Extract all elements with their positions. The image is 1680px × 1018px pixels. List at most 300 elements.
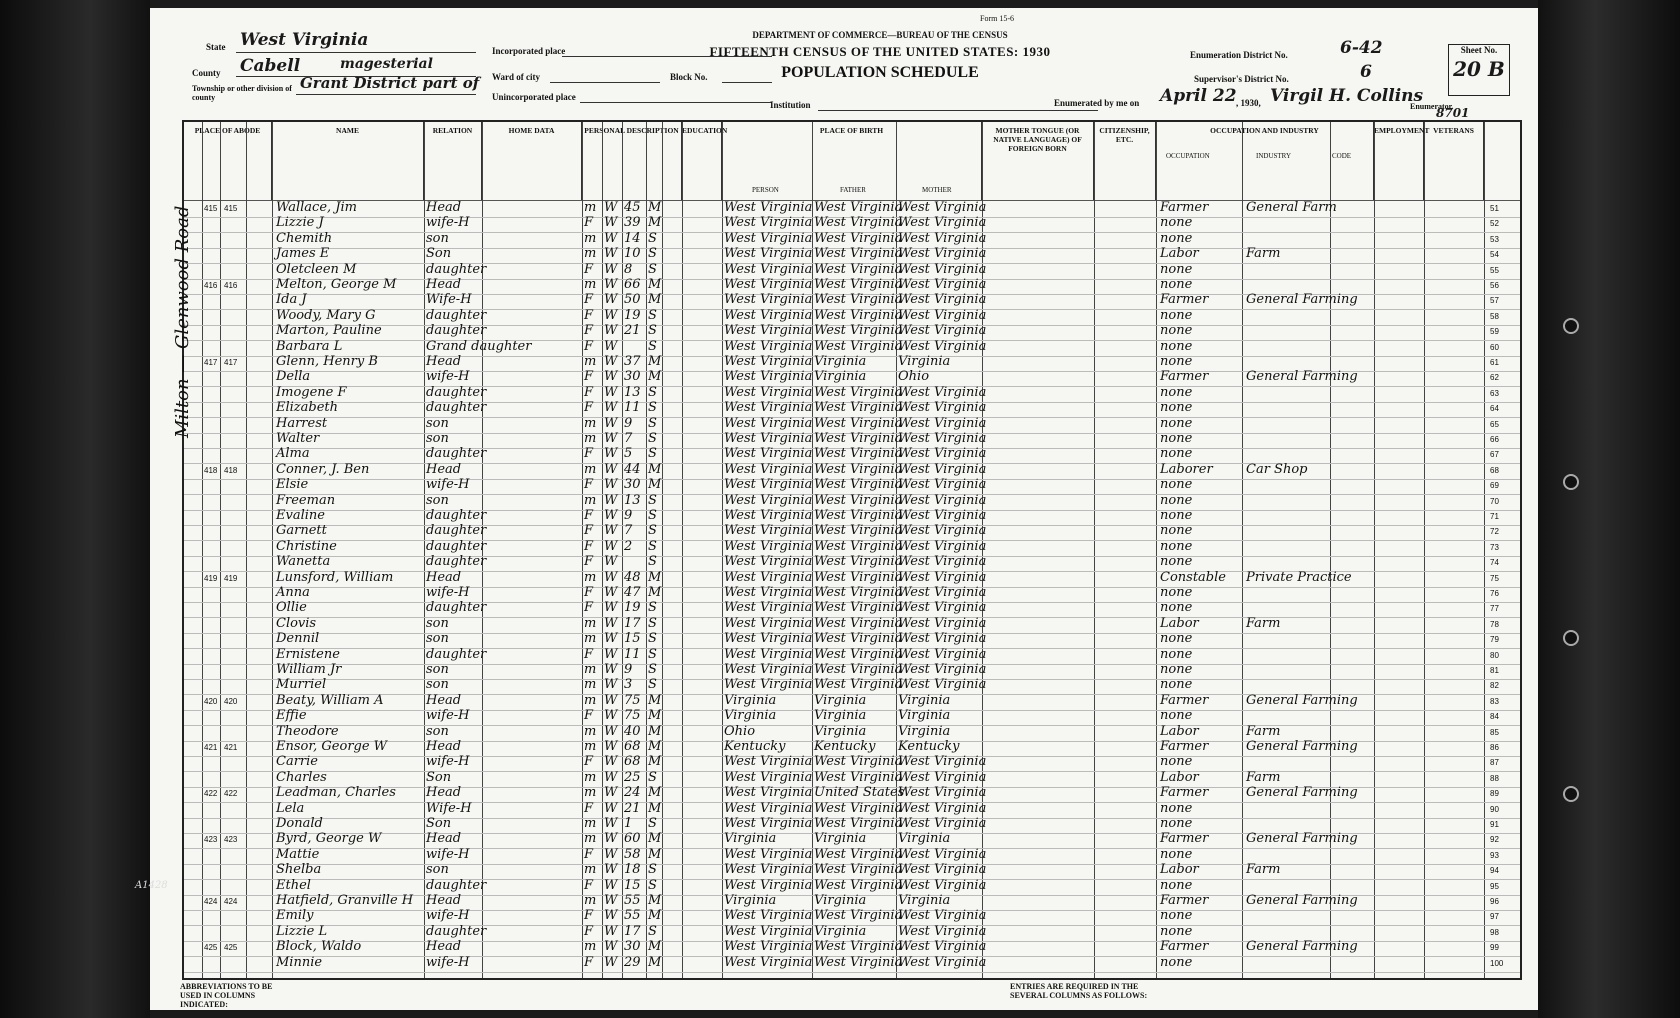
line-number: 100 xyxy=(1490,958,1504,968)
birthplace-mother: Kentucky xyxy=(898,739,960,754)
enumerated-date: April 22 xyxy=(1160,86,1237,106)
line-number: 75 xyxy=(1490,573,1499,583)
marital-status: S xyxy=(648,261,657,277)
line-number: 59 xyxy=(1490,327,1499,337)
marital-status: M xyxy=(648,477,662,493)
line-number: 98 xyxy=(1490,927,1499,937)
line-number: 97 xyxy=(1490,912,1499,922)
relation: Head xyxy=(426,354,462,369)
sex: F xyxy=(584,585,594,600)
person-name: Lizzie J xyxy=(276,215,324,231)
marital-status: S xyxy=(648,615,657,631)
person-name: Shelba xyxy=(276,862,322,878)
occupation: none xyxy=(1160,708,1193,724)
birthplace-person: West Virginia xyxy=(724,431,813,446)
relation: son xyxy=(426,631,449,647)
col-place-of-abode: PLACE OF ABODE xyxy=(184,122,272,200)
occupation: none xyxy=(1160,338,1193,354)
birthplace-father: West Virginia xyxy=(814,523,903,539)
film-border-right xyxy=(1538,0,1680,1018)
marital-status: S xyxy=(648,862,657,878)
marital-status: S xyxy=(648,554,657,570)
birthplace-father: West Virginia xyxy=(814,461,903,477)
birthplace-mother: West Virginia xyxy=(898,477,987,493)
marital-status: M xyxy=(648,754,662,770)
sex: F xyxy=(584,708,594,724)
col-relation: RELATION xyxy=(424,122,482,200)
birthplace-father: West Virginia xyxy=(814,646,903,662)
enumerator-label: Enumerator. xyxy=(1410,102,1454,111)
birthplace-father: West Virginia xyxy=(814,246,903,262)
birthplace-mother: West Virginia xyxy=(898,323,987,339)
birthplace-person: West Virginia xyxy=(724,816,813,831)
line-number: 61 xyxy=(1490,358,1499,367)
line-number: 60 xyxy=(1490,342,1499,352)
sex: m xyxy=(584,415,597,431)
race: W xyxy=(604,846,618,862)
marital-status: S xyxy=(648,384,657,400)
marital-status: M xyxy=(648,277,662,292)
sex: F xyxy=(584,261,594,277)
line-number: 58 xyxy=(1490,311,1499,321)
line-number: 72 xyxy=(1490,527,1499,537)
sex: m xyxy=(584,200,597,215)
occupation: none xyxy=(1160,908,1193,924)
family-number: 425 xyxy=(224,943,238,953)
sex: F xyxy=(584,338,594,354)
block-line xyxy=(722,82,772,83)
line-number: 77 xyxy=(1490,604,1499,614)
family-number: 416 xyxy=(224,281,238,290)
age: 55 xyxy=(624,908,641,924)
birthplace-mother: West Virginia xyxy=(898,400,987,416)
schedule-title: POPULATION SCHEDULE xyxy=(781,64,979,81)
birthplace-person: West Virginia xyxy=(724,261,813,277)
relation: daughter xyxy=(426,446,487,462)
sex: m xyxy=(584,431,597,446)
marital-status: S xyxy=(648,769,657,785)
age: 17 xyxy=(624,615,641,631)
marital-status: M xyxy=(648,723,662,739)
person-name: Hatfield, Granville H xyxy=(276,893,414,908)
birthplace-father: West Virginia xyxy=(814,569,903,585)
birthplace-person: West Virginia xyxy=(724,769,813,785)
birthplace-father: West Virginia xyxy=(814,431,903,446)
birthplace-father: West Virginia xyxy=(814,800,903,816)
incorporated-line xyxy=(562,56,772,57)
film-border-left xyxy=(0,0,150,1018)
race: W xyxy=(604,708,618,724)
dwelling-number: 417 xyxy=(204,358,218,367)
sheet-value: 20 B xyxy=(1453,57,1505,81)
occupation: none xyxy=(1160,277,1193,292)
sex: F xyxy=(584,323,594,339)
col-line-number xyxy=(1484,122,1520,200)
birthplace-father: Virginia xyxy=(814,369,867,385)
race: W xyxy=(604,646,618,662)
occupation: none xyxy=(1160,523,1193,539)
occupation: Labor xyxy=(1160,615,1199,631)
sex: m xyxy=(584,246,597,262)
person-name: Anna xyxy=(276,585,310,600)
marital-status: S xyxy=(648,230,657,246)
relation: wife-H xyxy=(426,477,470,493)
race: W xyxy=(604,677,618,693)
occupation: none xyxy=(1160,646,1193,662)
birthplace-person: Virginia xyxy=(724,692,777,708)
supervisor-label: Supervisor's District No. xyxy=(1194,74,1289,84)
township-extra: magesterial xyxy=(340,56,433,72)
relation: wife-H xyxy=(426,215,470,231)
occupation: none xyxy=(1160,307,1193,323)
age: 10 xyxy=(624,246,641,262)
relation: Son xyxy=(426,246,452,262)
occupation: Farmer xyxy=(1160,831,1209,847)
enumerated-label: Enumerated by me on xyxy=(1054,98,1140,108)
marital-status: S xyxy=(648,523,657,539)
race: W xyxy=(604,769,618,785)
birthplace-mother: West Virginia xyxy=(898,200,987,215)
race: W xyxy=(604,954,618,970)
birthplace-person: West Virginia xyxy=(724,200,813,215)
race: W xyxy=(604,631,618,647)
race: W xyxy=(604,277,618,292)
marital-status: M xyxy=(648,908,662,924)
marital-status: M xyxy=(648,369,662,385)
line-number: 80 xyxy=(1490,650,1499,660)
person-name: Walter xyxy=(276,431,320,446)
footer-abbreviations: ABBREVIATIONS TO BE USED IN COLUMNS INDICATED: xyxy=(180,982,273,1009)
sex: m xyxy=(584,893,597,908)
occupation: Laborer xyxy=(1160,461,1213,477)
line-number: 96 xyxy=(1490,897,1499,906)
birthplace-person: West Virginia xyxy=(724,215,813,231)
col-name: NAME xyxy=(272,122,424,200)
relation: Head xyxy=(426,739,462,754)
birthplace-person: Virginia xyxy=(724,893,777,908)
punch-hole xyxy=(1563,318,1579,334)
marital-status: S xyxy=(648,508,657,523)
occupation: none xyxy=(1160,585,1193,600)
col-citizenship: CITIZENSHIP, ETC. xyxy=(1094,122,1156,200)
occupation: none xyxy=(1160,230,1193,246)
marital-status: S xyxy=(648,877,657,893)
relation: son xyxy=(426,431,449,446)
person-name: Block, Waldo xyxy=(276,939,362,955)
occupation: none xyxy=(1160,477,1193,493)
relation: Head xyxy=(426,461,462,477)
marital-status: M xyxy=(648,692,662,708)
birthplace-mother: West Virginia xyxy=(898,769,987,785)
birthplace-father: West Virginia xyxy=(814,230,903,246)
sex: m xyxy=(584,277,597,292)
race: W xyxy=(604,492,618,508)
industry: Farm xyxy=(1246,246,1281,262)
marital-status: S xyxy=(648,538,657,554)
birthplace-person: West Virginia xyxy=(724,400,813,416)
occupation: none xyxy=(1160,554,1193,570)
sex: m xyxy=(584,615,597,631)
age: 9 xyxy=(624,662,633,677)
line-number: 56 xyxy=(1490,281,1499,290)
occupation: none xyxy=(1160,261,1193,277)
col-place-of-birth: PLACE OF BIRTH PERSON FATHER MOTHER xyxy=(722,122,982,200)
person-name: Conner, J. Ben xyxy=(276,461,370,477)
punch-hole xyxy=(1563,474,1579,490)
col-veterans: VETERANS xyxy=(1424,122,1484,200)
relation: wife-H xyxy=(426,754,470,770)
race: W xyxy=(604,261,618,277)
relation: Wife-H xyxy=(426,292,472,308)
birthplace-mother: West Virginia xyxy=(898,508,987,523)
birthplace-father: West Virginia xyxy=(814,846,903,862)
marital-status: S xyxy=(648,446,657,462)
relation: daughter xyxy=(426,400,487,416)
table-row xyxy=(184,954,1520,973)
line-number: 94 xyxy=(1490,866,1499,876)
marital-status: S xyxy=(648,923,657,939)
person-name: Beaty, William A xyxy=(276,692,384,708)
age: 45 xyxy=(624,200,641,215)
birthplace-person: West Virginia xyxy=(724,923,813,939)
age: 18 xyxy=(624,862,641,878)
age: 30 xyxy=(624,369,641,385)
person-name: Ernistene xyxy=(276,646,340,662)
birthplace-person: West Virginia xyxy=(724,646,813,662)
age: 40 xyxy=(624,723,641,739)
enumerated-year: , 1930, xyxy=(1236,98,1261,108)
sex: F xyxy=(584,800,594,816)
family-number: 424 xyxy=(224,897,238,906)
birthplace-person: West Virginia xyxy=(724,631,813,647)
relation: son xyxy=(426,662,449,677)
race: W xyxy=(604,292,618,308)
col-employment: EMPLOYMENT xyxy=(1374,122,1424,200)
race: W xyxy=(604,754,618,770)
industry: General Farm xyxy=(1246,200,1337,215)
township-line xyxy=(296,94,476,95)
birthplace-father: United States xyxy=(814,785,905,801)
line-number: 63 xyxy=(1490,388,1499,398)
occupation: none xyxy=(1160,600,1193,616)
line-number: 92 xyxy=(1490,835,1499,845)
unincorporated-label: Unincorporated place xyxy=(492,92,576,102)
sub-industry: INDUSTRY xyxy=(1256,152,1292,160)
birthplace-person: West Virginia xyxy=(724,939,813,955)
sex: F xyxy=(584,923,594,939)
line-number: 83 xyxy=(1490,696,1499,706)
marital-status: M xyxy=(648,200,662,215)
relation: wife-H xyxy=(426,846,470,862)
age: 48 xyxy=(624,569,641,585)
sex: m xyxy=(584,831,597,847)
sex: F xyxy=(584,523,594,539)
race: W xyxy=(604,939,618,955)
race: W xyxy=(604,369,618,385)
birthplace-person: West Virginia xyxy=(724,846,813,862)
age: 19 xyxy=(624,307,641,323)
birthplace-father: Virginia xyxy=(814,723,867,739)
birthplace-person: West Virginia xyxy=(724,492,813,508)
col-home-data: HOME DATA xyxy=(482,122,582,200)
birthplace-father: West Virginia xyxy=(814,908,903,924)
birthplace-mother: West Virginia xyxy=(898,816,987,831)
birthplace-father: West Virginia xyxy=(814,862,903,878)
race: W xyxy=(604,384,618,400)
relation: daughter xyxy=(426,307,487,323)
enum-district-value: 6-42 xyxy=(1340,38,1383,58)
age: 25 xyxy=(624,769,641,785)
occupation: Farmer xyxy=(1160,893,1209,908)
census-sheet xyxy=(150,8,1538,1010)
line-number: 53 xyxy=(1490,234,1499,244)
birthplace-person: West Virginia xyxy=(724,461,813,477)
person-name: Leadman, Charles xyxy=(276,785,396,801)
race: W xyxy=(604,816,618,831)
line-number: 81 xyxy=(1490,666,1499,675)
birthplace-father: Virginia xyxy=(814,692,867,708)
age: 15 xyxy=(624,877,641,893)
race: W xyxy=(604,831,618,847)
birthplace-person: West Virginia xyxy=(724,415,813,431)
relation: daughter xyxy=(426,538,487,554)
line-number: 90 xyxy=(1490,804,1499,814)
birthplace-mother: West Virginia xyxy=(898,246,987,262)
person-name: Dennil xyxy=(276,631,320,647)
birthplace-father: West Virginia xyxy=(814,492,903,508)
race: W xyxy=(604,785,618,801)
relation: wife-H xyxy=(426,908,470,924)
relation: Head xyxy=(426,569,462,585)
dwelling-number: 420 xyxy=(204,696,218,706)
family-number: 421 xyxy=(224,743,238,752)
sex: m xyxy=(584,862,597,878)
line-number: 86 xyxy=(1490,743,1499,752)
age: 30 xyxy=(624,477,641,493)
line-number: 71 xyxy=(1490,512,1499,521)
occupation: none xyxy=(1160,492,1193,508)
marital-status: M xyxy=(648,939,662,955)
family-number: 417 xyxy=(224,358,238,367)
birthplace-mother: West Virginia xyxy=(898,569,987,585)
sex: F xyxy=(584,384,594,400)
birthplace-father: Virginia xyxy=(814,923,867,939)
sex: m xyxy=(584,230,597,246)
sex: m xyxy=(584,631,597,647)
birthplace-mother: West Virginia xyxy=(898,307,987,323)
relation: son xyxy=(426,230,449,246)
birthplace-person: West Virginia xyxy=(724,600,813,616)
race: W xyxy=(604,477,618,493)
birthplace-father: West Virginia xyxy=(814,446,903,462)
race: W xyxy=(604,323,618,339)
relation: Son xyxy=(426,769,452,785)
birthplace-person: Virginia xyxy=(724,831,777,847)
occupation: none xyxy=(1160,323,1193,339)
margin-stamp: A1428 xyxy=(135,880,168,891)
birthplace-father: West Virginia xyxy=(814,615,903,631)
birthplace-father: West Virginia xyxy=(814,662,903,677)
age: 2 xyxy=(624,538,633,554)
occupation: Labor xyxy=(1160,769,1199,785)
sheet-number-box xyxy=(1448,44,1510,96)
line-number: 55 xyxy=(1490,265,1499,275)
age: 30 xyxy=(624,939,641,955)
line-number: 65 xyxy=(1490,419,1499,429)
birthplace-mother: West Virginia xyxy=(898,523,987,539)
age: 13 xyxy=(624,384,641,400)
line-number: 82 xyxy=(1490,681,1499,691)
line-number: 51 xyxy=(1490,204,1499,213)
birthplace-father: West Virginia xyxy=(814,384,903,400)
birthplace-mother: West Virginia xyxy=(898,277,987,292)
marital-status: M xyxy=(648,215,662,231)
birthplace-person: West Virginia xyxy=(724,354,813,369)
line-number: 79 xyxy=(1490,635,1499,645)
line-number: 88 xyxy=(1490,773,1499,783)
birthplace-father: Virginia xyxy=(814,831,867,847)
line-number: 66 xyxy=(1490,435,1499,444)
industry: General Farming xyxy=(1246,893,1358,908)
age: 7 xyxy=(624,523,633,539)
birthplace-father: Virginia xyxy=(814,893,867,908)
relation: Head xyxy=(426,692,462,708)
age: 55 xyxy=(624,893,641,908)
age: 37 xyxy=(624,354,641,369)
marital-status: S xyxy=(648,631,657,647)
birthplace-person: West Virginia xyxy=(724,230,813,246)
marital-status: S xyxy=(648,662,657,677)
birthplace-person: West Virginia xyxy=(724,877,813,893)
birthplace-father: West Virginia xyxy=(814,816,903,831)
dwelling-number: 423 xyxy=(204,835,218,845)
marital-status: M xyxy=(648,846,662,862)
sheet-label: Sheet No. xyxy=(1460,45,1498,55)
sub-father: FATHER xyxy=(840,186,866,194)
birthplace-mother: West Virginia xyxy=(898,800,987,816)
age: 14 xyxy=(624,230,641,246)
industry: General Farming xyxy=(1246,785,1358,801)
birthplace-mother: West Virginia xyxy=(898,338,987,354)
birthplace-person: West Virginia xyxy=(724,585,813,600)
line-number: 84 xyxy=(1490,712,1499,722)
birthplace-person: West Virginia xyxy=(724,800,813,816)
occupation: Labor xyxy=(1160,862,1199,878)
relation: daughter xyxy=(426,508,487,523)
birthplace-mother: West Virginia xyxy=(898,923,987,939)
industry: General Farming xyxy=(1246,939,1358,955)
occupation: none xyxy=(1160,354,1193,369)
race: W xyxy=(604,893,618,908)
age: 75 xyxy=(624,708,641,724)
birthplace-mother: West Virginia xyxy=(898,646,987,662)
race: W xyxy=(604,862,618,878)
industry: Farm xyxy=(1246,862,1281,878)
occupation: none xyxy=(1160,415,1193,431)
birthplace-person: West Virginia xyxy=(724,338,813,354)
occupation: Constable xyxy=(1160,569,1226,585)
line-number: 99 xyxy=(1490,943,1499,953)
occupation: none xyxy=(1160,754,1193,770)
race: W xyxy=(604,307,618,323)
footer-entries: ENTRIES ARE REQUIRED IN THE SEVERAL COLUMNS AS FOLLOWS: xyxy=(1010,982,1148,1000)
birthplace-mother: Virginia xyxy=(898,692,951,708)
family-number: 420 xyxy=(224,696,238,706)
birthplace-father: Kentucky xyxy=(814,739,876,754)
age: 68 xyxy=(624,754,641,770)
population-table xyxy=(182,120,1522,980)
person-name: Melton, George M xyxy=(276,277,397,292)
